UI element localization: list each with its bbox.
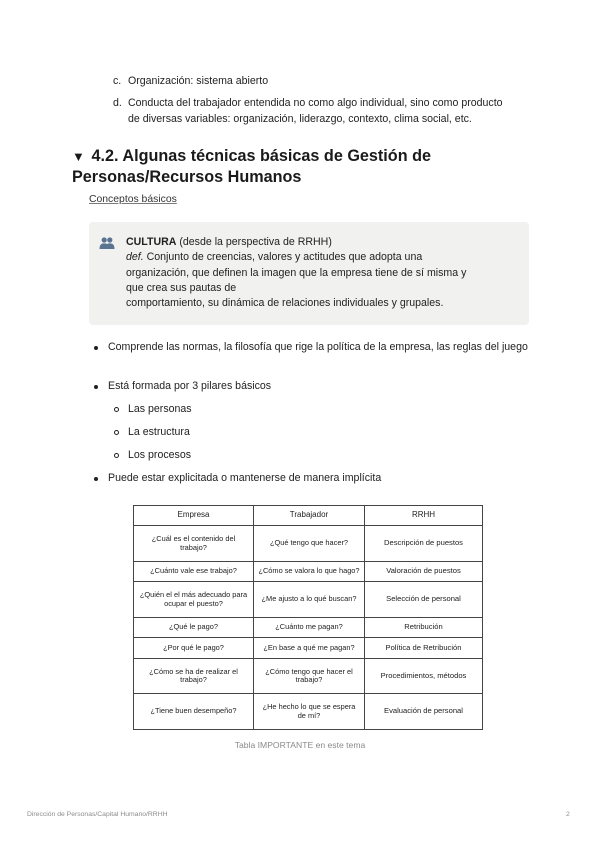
table-cell: Procedimientos, métodos bbox=[365, 658, 483, 694]
table-cell: ¿Por qué le pago? bbox=[134, 638, 254, 658]
list-item bbox=[128, 448, 428, 464]
bullet-dot-icon bbox=[94, 346, 98, 350]
table-cell: ¿Cómo tengo que hacer el trabajo? bbox=[254, 658, 365, 694]
table-cell: ¿Cómo se ha de realizar el trabajo? bbox=[134, 658, 254, 694]
table-cell: ¿Cuánto me pagan? bbox=[254, 617, 365, 637]
table-cell: Selección de personal bbox=[365, 582, 483, 618]
section-heading[interactable] bbox=[72, 146, 542, 188]
list-item bbox=[108, 471, 528, 487]
people-icon bbox=[99, 235, 115, 251]
table-cell: ¿Cuál es el contenido del trabajo? bbox=[134, 526, 254, 562]
table-header-cell: Empresa bbox=[134, 506, 254, 526]
table-row bbox=[134, 638, 483, 658]
callout-def-label: def. bbox=[126, 251, 144, 264]
list-item bbox=[128, 425, 428, 441]
list-item bbox=[113, 74, 513, 90]
bullet-dot-icon bbox=[94, 385, 98, 389]
table-cell: ¿Quién el el más adecuado para ocupar el puesto? bbox=[134, 582, 254, 618]
rrhh-table-grid bbox=[133, 505, 483, 730]
section-heading-text: 4.2. Algunas técnicas básicas de Gestión de Personas/Recursos Humanos bbox=[72, 147, 431, 186]
list-item bbox=[128, 402, 428, 418]
table-row bbox=[134, 561, 483, 581]
callout-text bbox=[126, 235, 521, 311]
table-cell: Evaluación de personal bbox=[365, 694, 483, 730]
list-item-text: Puede estar explicitada o mantenerse de manera implícita bbox=[108, 472, 382, 484]
list-item-text: La estructura bbox=[128, 426, 190, 438]
table-cell: ¿Me ajusto a lo qué buscan? bbox=[254, 582, 365, 618]
table-cell: ¿Cómo se valora lo que hago? bbox=[254, 561, 365, 581]
table-row bbox=[134, 617, 483, 637]
list-item bbox=[113, 96, 513, 127]
table-row bbox=[134, 582, 483, 618]
callout-line-3: que crea sus pautas de bbox=[126, 281, 237, 294]
list-item-text: Conducta del trabajador entendida no como algo individual, sino como producto de diversas variables: organización, liderazgo, contexto, clima social, etc. bbox=[128, 97, 503, 125]
callout-line-1 bbox=[126, 250, 521, 265]
table-cell: ¿Qué le pago? bbox=[134, 617, 254, 637]
table-row bbox=[134, 526, 483, 562]
toggle-triangle-icon[interactable]: ▼ bbox=[72, 149, 85, 164]
callout-box bbox=[89, 222, 529, 325]
table-cell: Valoración de puestos bbox=[365, 561, 483, 581]
callout-line-1-rest: Conjunto de creencias, valores y actitudes que adopta una bbox=[143, 251, 423, 264]
list-item-text: Los procesos bbox=[128, 449, 192, 461]
table-cell: Retribución bbox=[365, 617, 483, 637]
page-number: 2 bbox=[566, 811, 570, 818]
subsection-link[interactable]: Conceptos básicos bbox=[89, 194, 177, 205]
list-item bbox=[108, 340, 528, 356]
table-cell: ¿Qué tengo que hacer? bbox=[254, 526, 365, 562]
table-cell: ¿En base a qué me pagan? bbox=[254, 638, 365, 658]
table-cell: Descripción de puestos bbox=[365, 526, 483, 562]
footer-title: Dirección de Personas/Capital Humano/RRHH bbox=[27, 811, 168, 818]
table-cell: ¿Cuánto vale ese trabajo? bbox=[134, 561, 254, 581]
table-header-row bbox=[134, 506, 483, 526]
callout-qualifier: (desde la perspectiva de RRHH) bbox=[176, 236, 332, 248]
table-cell: Política de Retribución bbox=[365, 638, 483, 658]
rrhh-table bbox=[133, 505, 482, 730]
callout-line-2: organización, que definen la imagen que la empresa tiene de sí misma y bbox=[126, 266, 467, 279]
bullet-ring-icon bbox=[114, 430, 119, 435]
list-item-text: Comprende las normas, la filosofía que rige la política de la empresa, las reglas del juego bbox=[108, 341, 528, 353]
list-item bbox=[108, 379, 528, 395]
list-item-text: Está formada por 3 pilares básicos bbox=[108, 380, 272, 392]
table-row bbox=[134, 658, 483, 694]
list-item-text: Las personas bbox=[128, 403, 192, 415]
table-header-cell: Trabajador bbox=[254, 506, 365, 526]
callout-term: CULTURA bbox=[126, 236, 177, 248]
list-item-text: Organización: sistema abierto bbox=[128, 75, 269, 87]
callout-title-line bbox=[126, 235, 521, 250]
table-row bbox=[134, 694, 483, 730]
table-caption: Tabla IMPORTANTE en este tema bbox=[234, 740, 366, 750]
list-marker: d. bbox=[113, 97, 122, 109]
callout-line-4: comportamiento, su dinámica de relaciones individuales y grupales. bbox=[126, 297, 444, 310]
bullet-ring-icon bbox=[114, 453, 119, 458]
table-cell: ¿He hecho lo que se espera de mí? bbox=[254, 694, 365, 730]
bullet-dot-icon bbox=[94, 477, 98, 481]
list-marker: c. bbox=[113, 75, 122, 87]
bullet-ring-icon bbox=[114, 407, 119, 412]
table-cell: ¿Tiene buen desempeño? bbox=[134, 694, 254, 730]
table-header-cell: RRHH bbox=[365, 506, 483, 526]
